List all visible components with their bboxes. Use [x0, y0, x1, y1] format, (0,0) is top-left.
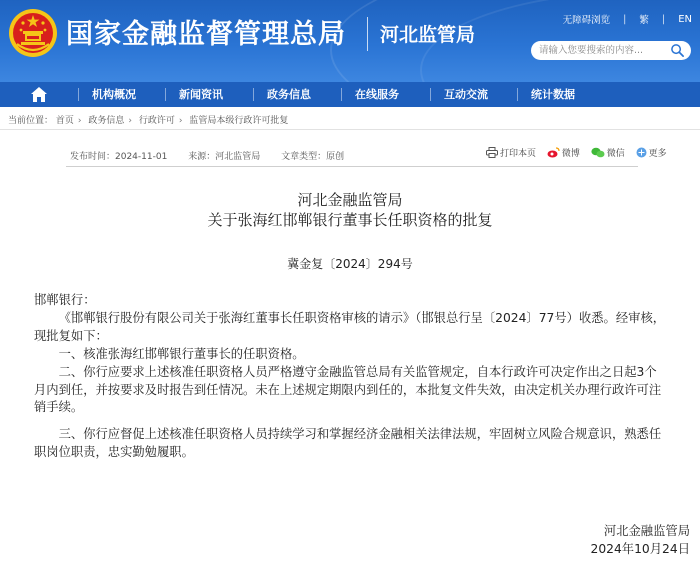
branch-name[interactable]: 河北监管局: [380, 24, 476, 46]
weibo-label: 微博: [561, 149, 580, 159]
signature-date: 2024年10月24日: [590, 542, 690, 556]
nav-item-interaction[interactable]: 互动交流: [444, 88, 488, 101]
nav-item-government-info[interactable]: 政务信息: [267, 88, 311, 101]
traditional-chinese-link[interactable]: 繁: [639, 15, 649, 26]
breadcrumb-divider: [0, 129, 700, 130]
print-label: 打印本页: [500, 149, 537, 159]
national-emblem-icon[interactable]: [8, 8, 58, 58]
site-header: [0, 0, 700, 82]
print-button[interactable]: [486, 146, 536, 159]
more-icon: [636, 147, 647, 158]
top-links: [563, 12, 692, 26]
meta-divider: [66, 166, 638, 167]
signature-org: 河北金融监管局: [603, 524, 690, 538]
breadcrumb-label: 当前位置：: [8, 116, 54, 126]
english-link[interactable]: EN: [678, 13, 692, 25]
addressee: 邯郸银行：: [34, 293, 96, 307]
breadcrumb-item-admin-license[interactable]: 行政许可: [138, 116, 175, 126]
wechat-label: 微信: [606, 149, 625, 159]
more-label: 更多: [648, 149, 667, 159]
home-icon[interactable]: [31, 87, 47, 102]
search-icon[interactable]: [670, 43, 685, 58]
link-separator: |: [623, 13, 627, 25]
accessibility-link[interactable]: 无障碍浏览: [562, 15, 611, 26]
article-meta: [70, 149, 362, 162]
article-title-org: 河北金融监管局: [297, 191, 403, 209]
link-separator: |: [661, 13, 666, 25]
org-name[interactable]: 国家金融监督管理总局: [66, 19, 346, 50]
document-number: 冀金复〔2024〕294号: [287, 257, 413, 271]
nav-separator: [341, 88, 342, 101]
search-box: [531, 41, 691, 60]
breadcrumb-separator: ›: [178, 116, 183, 126]
main-nav: [0, 82, 700, 107]
publish-date: 发布时间：2024-11-01: [70, 152, 168, 162]
nav-separator: [517, 88, 518, 101]
wechat-icon: [591, 147, 605, 158]
share-bar: [486, 146, 675, 161]
breadcrumb: [8, 113, 288, 126]
search-input[interactable]: [539, 41, 667, 60]
paragraph-item-3: 三、你行应督促上述核准任职资格人员持续学习和掌握经济金融相关法律法规，牢固树立风险合规意识，熟悉任职岗位职责，忠实勤勉履职。: [34, 427, 662, 459]
breadcrumb-separator: ›: [77, 116, 82, 126]
breadcrumb-separator: ›: [128, 116, 133, 126]
article-title: 关于张海红邯郸银行董事长任职资格的批复: [207, 211, 493, 229]
nav-item-online-service[interactable]: 在线服务: [355, 88, 399, 101]
breadcrumb-item-government-info[interactable]: 政务信息: [88, 116, 125, 126]
more-share-button[interactable]: [636, 146, 667, 159]
nav-separator: [430, 88, 431, 101]
weibo-share-button[interactable]: [547, 146, 580, 159]
paragraph-request: 《邯郸银行股份有限公司关于张海红董事长任职资格审核的请示》（邯银总行呈〔2024〕77号）收悉。经审核，现批复如下：: [34, 311, 666, 343]
article-source: 来源：河北监管局: [188, 152, 261, 162]
printer-icon: [486, 147, 498, 158]
breadcrumb-item-home[interactable]: 首页: [55, 116, 74, 126]
paragraph-item-2: 二、你行应要求上述核准任职资格人员严格遵守金融监管总局有关监管规定，自本行政许可决定作出之日起3个月内到任，并按要求及时报告到任情况。未在上述规定期限内到任的，本批复文件失效，由决定机关办理行政许可注销手续。: [34, 365, 662, 414]
paragraph-item-1: 一、核准张海红邯郸银行董事长的任职资格。: [58, 347, 305, 361]
nav-separator: [253, 88, 254, 101]
nav-separator: [165, 88, 166, 101]
article-type: 文章类型：原创: [281, 152, 345, 162]
nav-separator: [78, 88, 79, 101]
nav-item-news[interactable]: 新闻资讯: [179, 88, 223, 101]
header-divider: [367, 17, 368, 51]
nav-item-statistics[interactable]: 统计数据: [531, 88, 575, 101]
breadcrumb-item-current[interactable]: 监管局本级行政许可批复: [189, 116, 289, 126]
weibo-icon: [547, 147, 560, 158]
wechat-share-button[interactable]: [591, 146, 625, 159]
nav-item-about[interactable]: 机构概况: [92, 88, 136, 101]
